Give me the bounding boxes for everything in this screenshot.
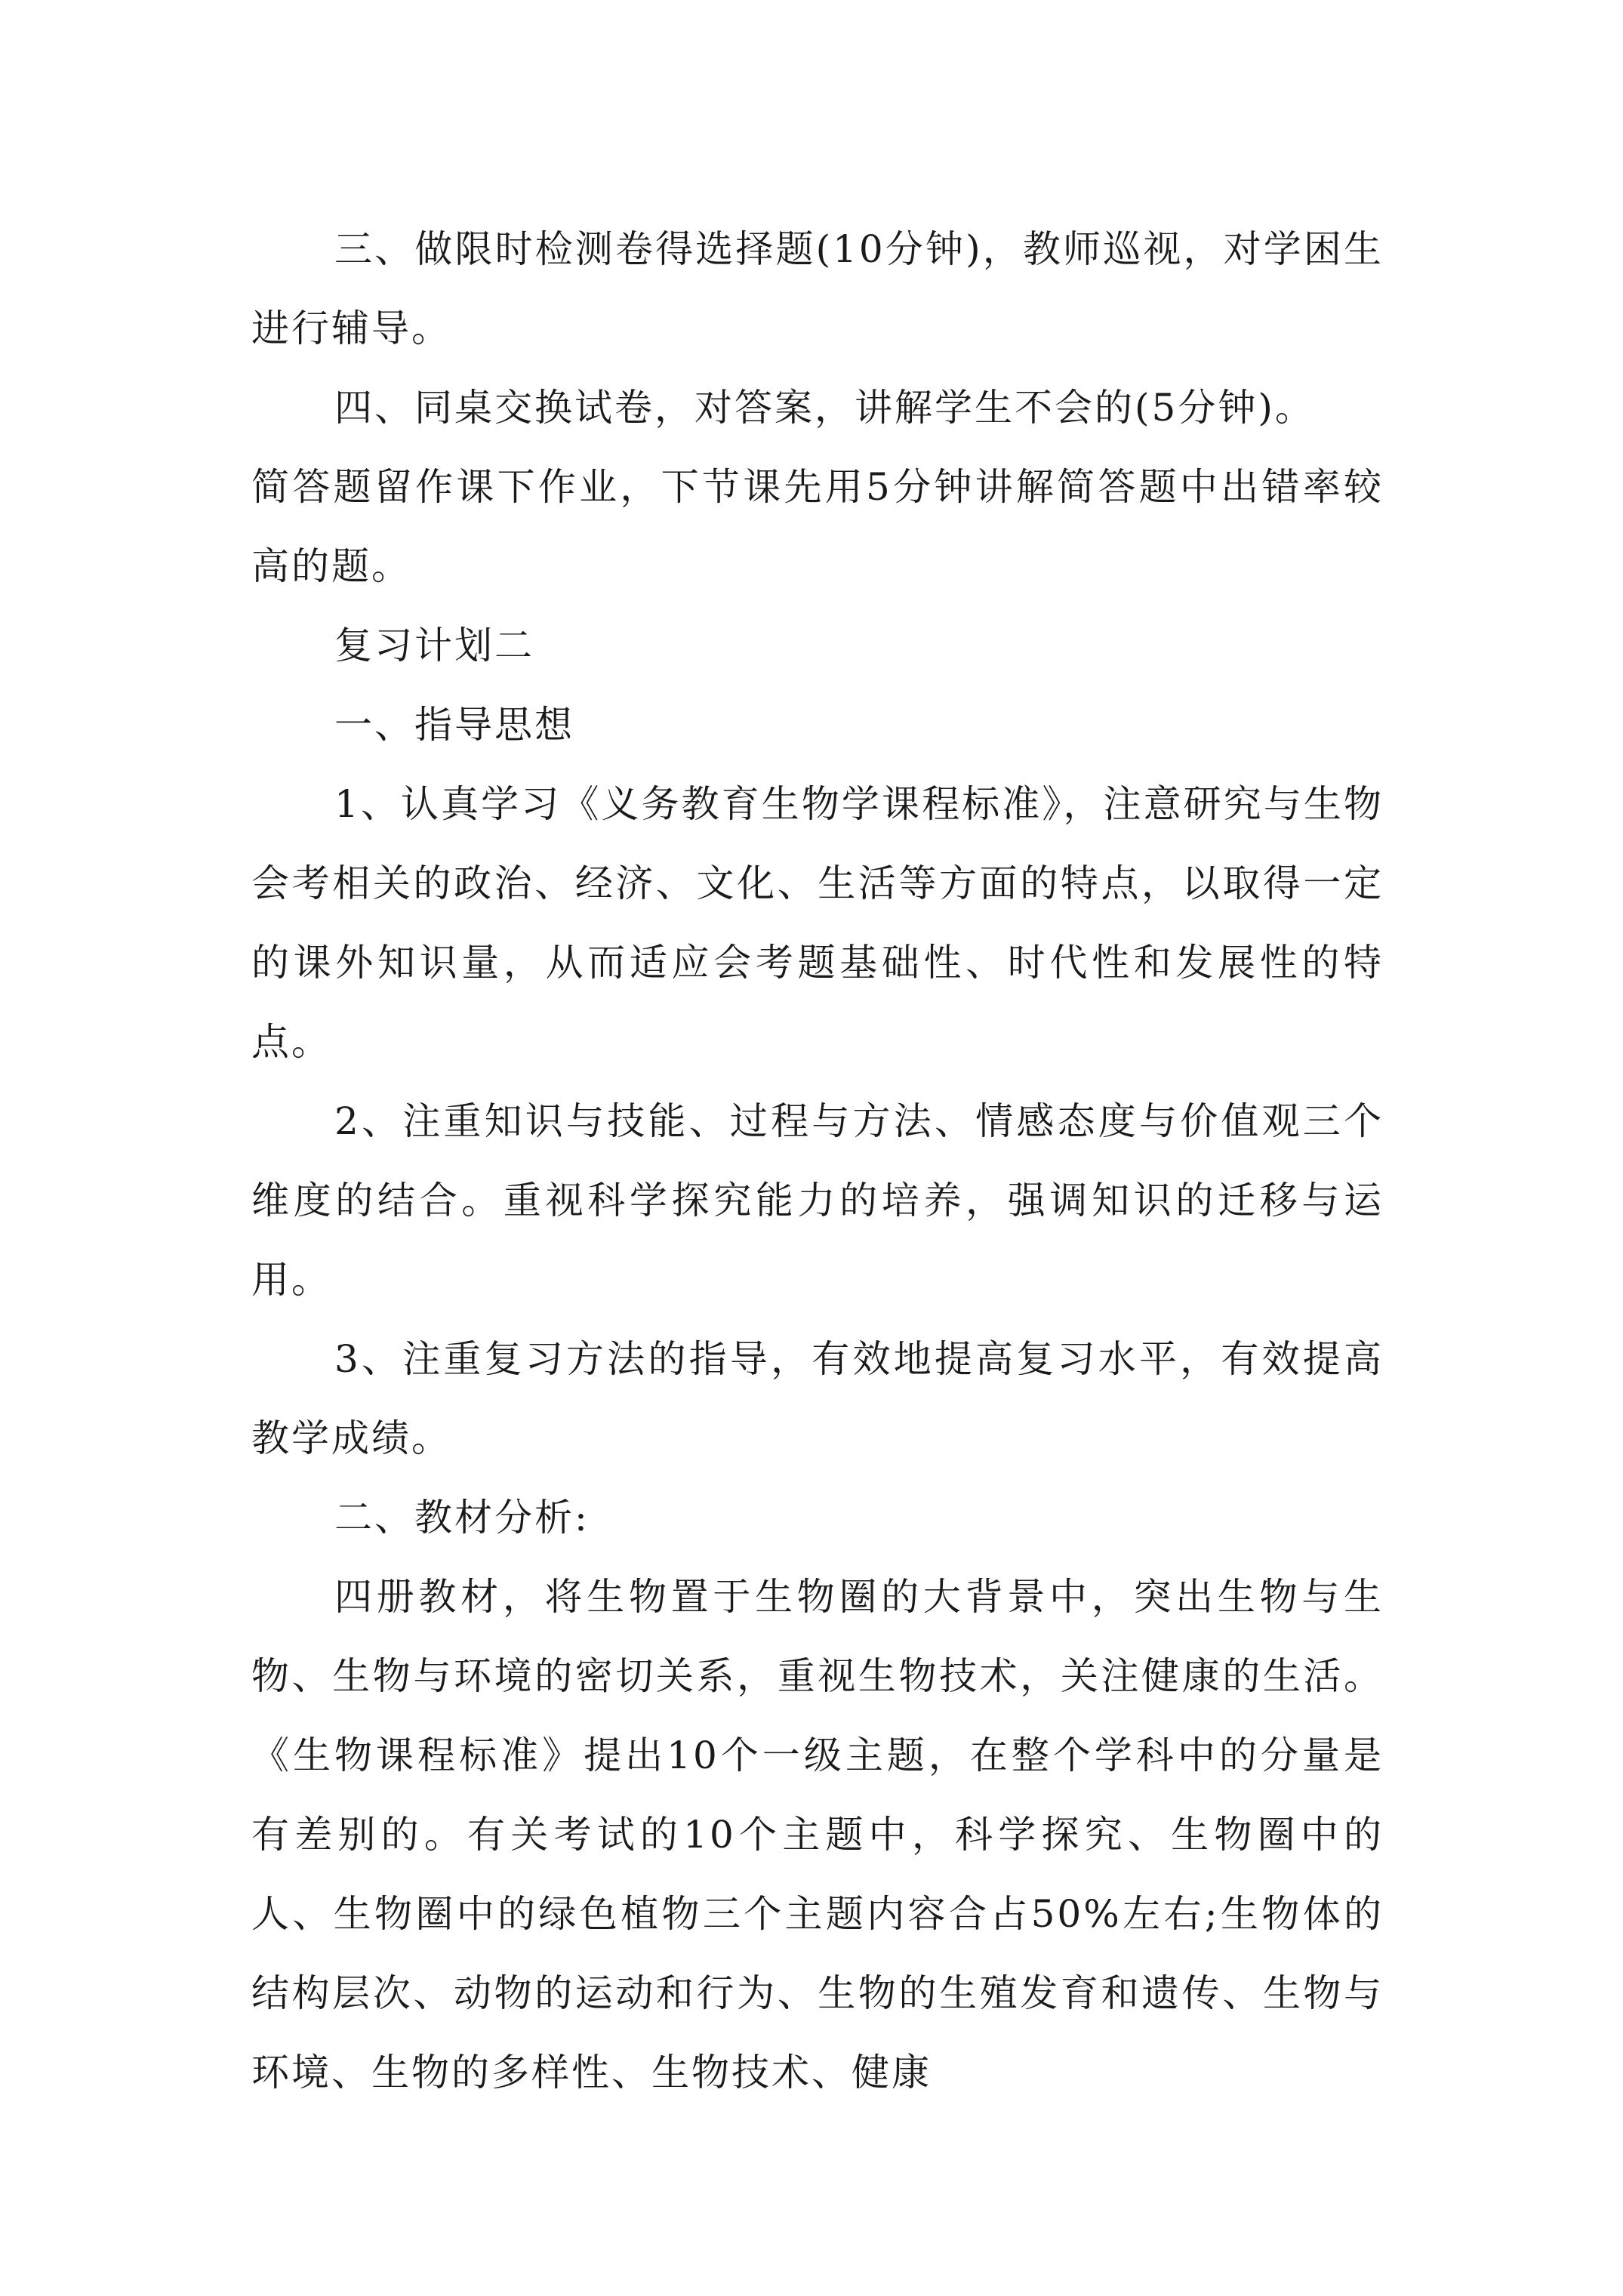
document-body xyxy=(251,210,1384,2113)
paragraph-point-three: 3、注重复习方法的指导，有效地提高复习水平，有效提高教学成绩。 xyxy=(251,1337,1384,1460)
section-title-plan-two: 复习计划二 xyxy=(334,624,534,667)
paragraph-point-one: 1、认真学习《义务教育生物学课程标准》，注意研究与生物会考相关的政治、经济、文化、生活等方面的特点，以取得一定的课外知识量，从而适应会考题基础性、时代性和发展性的特点。 xyxy=(251,782,1384,1064)
paragraph-point-two: 2、注重知识与技能、过程与方法、情感态度与价值观三个维度的结合。重视科学探究能力的培养，强调知识的迁移与运用。 xyxy=(251,1099,1384,1302)
paragraph-step-three: 三、做限时检测卷得选择题(10分钟)，教师巡视，对学困生进行辅导。 xyxy=(251,227,1384,350)
heading-guiding-thought: 一、指导思想 xyxy=(334,703,574,747)
heading-textbook-analysis: 二、教材分析: xyxy=(334,1496,590,1539)
paragraph-textbook-analysis: 四册教材，将生物置于生物圈的大背景中，突出生物与生物、生物与环境的密切关系，重视生物技术，关注健康的生活。《生物课程标准》提出10个一级主题，在整个学科中的分量是有差别的。有关考试的10个主题中，科学探究、生物圈中的人、生物圈中的绿色植物三个主题内容合占50%左右;生物体的结构层次、动物的运动和行为、生物的生殖发育和遗传、生物与环境、生物的多样性、生物技术、健康 xyxy=(251,1575,1384,2094)
paragraph-step-four: 四、同桌交换试卷，对答案，讲解学生不会的(5分钟)。 xyxy=(334,386,1315,430)
paragraph-homework: 简答题留作课下作业，下节课先用5分钟讲解简答题中出错率较高的题。 xyxy=(251,465,1384,588)
